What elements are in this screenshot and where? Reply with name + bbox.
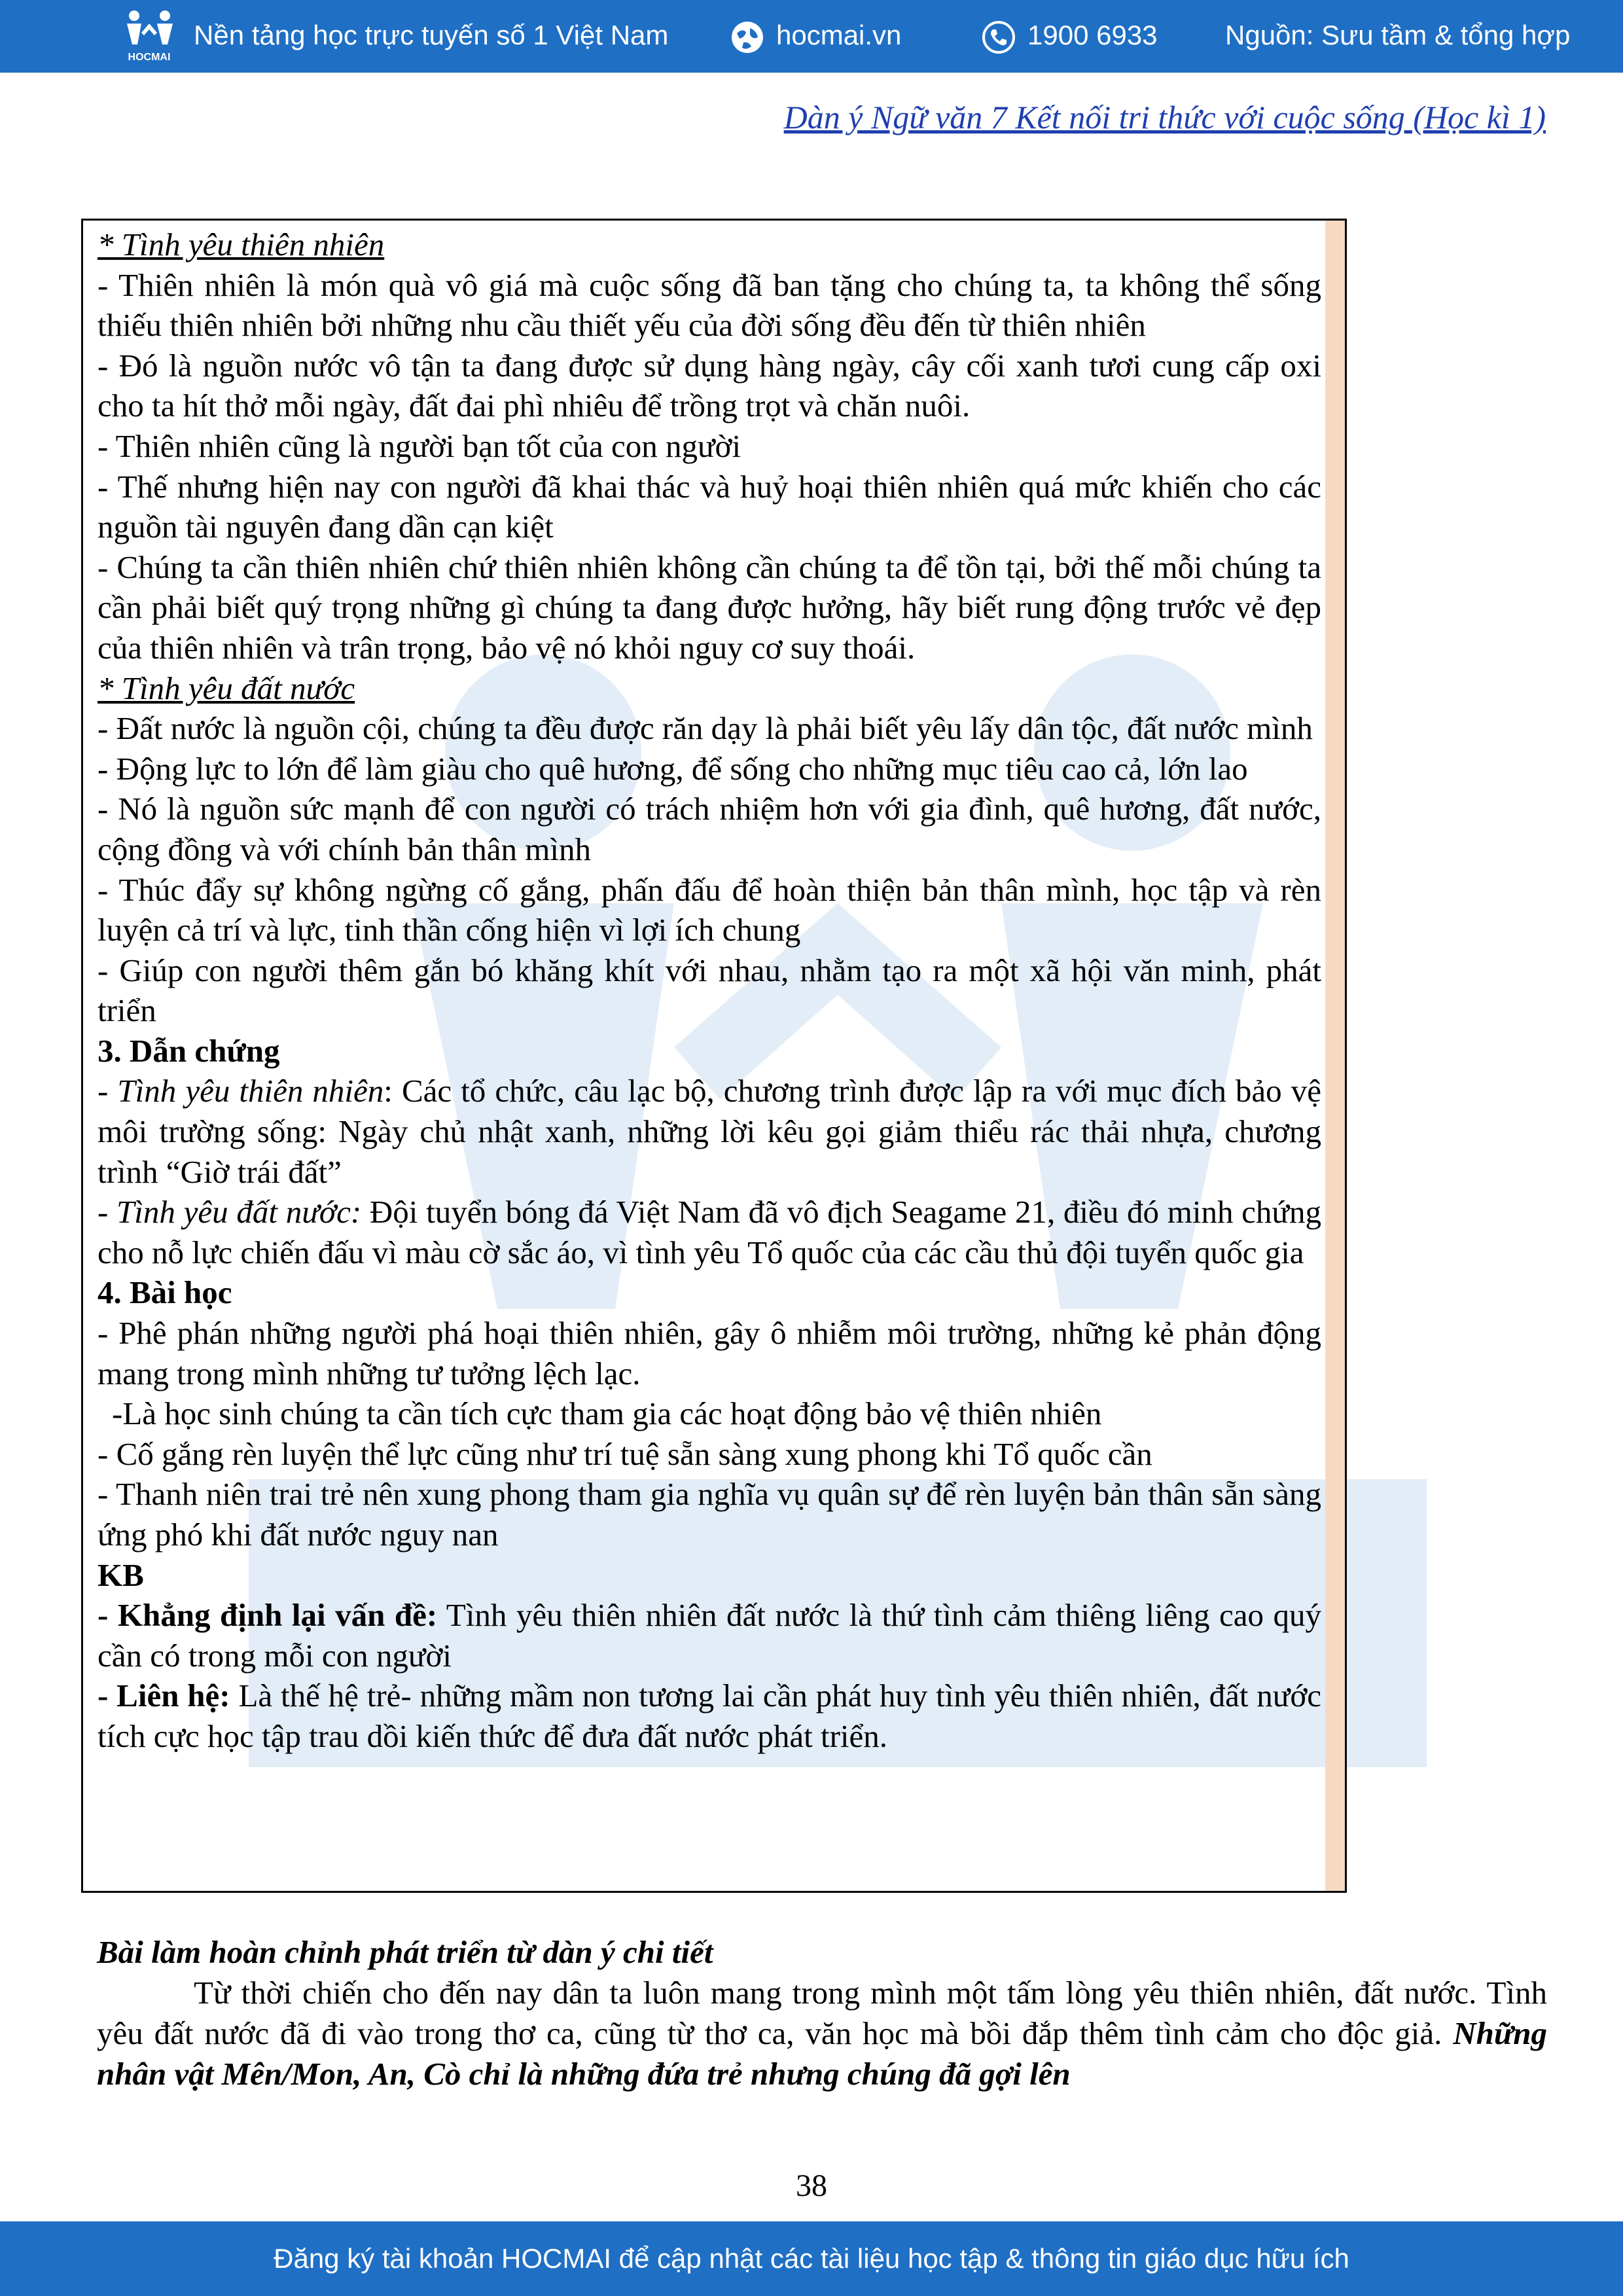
header-bar [0,0,1623,73]
essay-section [97,1932,1547,2094]
website-text: hocmai.vn [776,20,902,50]
header-website[interactable] [730,16,901,55]
nature-line: - Thiên nhiên cũng là người bạn tốt của con người [98,427,741,464]
evidence-2: - Tình yêu đất nước: Đội tuyển bóng đá Việt Nam đã vô địch Seagame 21, điều đó minh chứng cho nỗ lực chiến đấu vì màu cờ sắc áo, vì tình yêu Tổ quốc của các cầu thủ đội tuyển quốc gia [98,1194,1321,1270]
logo-text: HOCMAI [128,52,171,63]
source-text: Nguồn: Sưu tầm & tổng hợp [1225,20,1571,50]
affirm-text: Tình yêu thiên nhiên đất nước là thứ tình cảm thiêng liêng cao quý cần có trong mỗi con người [98,1597,1321,1674]
lesson-line: - Thanh niên trai trẻ nên xung phong tham gia nghĩa vụ quân sự để rèn luyện bản thân sẵn sàng ứng phó khi đất nước nguy nan [98,1476,1321,1552]
essay-title: Bài làm hoàn chỉnh phát triển từ dàn ý chi tiết [97,1934,713,1970]
header-slogan [194,16,668,55]
evidence-1-text: : Các tổ chức, câu lạc bộ, chương trình được lập ra với mục đích bảo vệ môi trường sống: Ngày chủ nhật xanh, những lời kêu gọi giảm thiểu rác thải nhựa, chương trình “Giờ trái đất” [98,1073,1321,1190]
outline-box [81,219,1347,1893]
country-line: - Nó là nguồn sức mạnh để con người có trách nhiệm hơn với gia đình, quê hương, đất nước, cộng đồng và với chính bản thân mình [98,791,1321,867]
footer-text: Đăng ký tài khoản HOCMAI để cập nhật các tài liệu học tập & thông tin giáo dục hữu ích [274,2243,1349,2274]
footer-bar[interactable] [0,2221,1623,2296]
essay-paragraph-text: Từ thời chiến cho đến nay dân ta luôn mang trong mình một tấm lòng yêu thiên nhiên, đất nước. Tình yêu đất nước đã đi vào trong thơ ca, cũng từ thơ ca, văn học mà bồi đắp thêm tình cảm cho độc giả. [97,1975,1547,2051]
phone-text: 1900 6933 [1027,20,1158,50]
country-line: - Thúc đẩy sự không ngừng cố gắng, phấn đấu để hoàn thiện bản thân mình, học tập và rèn luyện cả trí và lực, tinh thần cống hiện vì lợi ích chung [98,871,1321,948]
relate-label: - Liên hệ: [98,1677,230,1714]
lesson-line: - Phê phán những người phá hoại thiên nhiên, gây ô nhiễm môi trường, những kẻ phản động mang trong mình những tư tưởng lệch lạc. [98,1315,1321,1391]
hocmai-logo[interactable] [118,7,181,65]
header-source [1225,16,1570,55]
document-subtitle[interactable]: Dàn ý Ngữ văn 7 Kết nối tri thức với cuộc sống (Học kì 1) [783,99,1546,135]
evidence-1-label: Tình yêu thiên nhiên [117,1073,384,1109]
evidence-heading: 3. Dẫn chứng [98,1032,280,1069]
affirm-label: - Khẳng định lại vấn đề: [98,1597,438,1634]
header-phone[interactable] [982,16,1158,55]
outline-content [98,224,1321,1757]
country-line: - Đất nước là nguồn cội, chúng ta đều được răn dạy là phải biết yêu lấy dân tộc, đất nước mình [98,710,1313,747]
globe-icon [730,20,764,54]
relate-text: Là thế hệ trẻ- những mầm non tương lai cần phát huy tình yêu thiên nhiên, đất nước tích cực học tập trau dồi kiến thức để đưa đất nước phát triển. [98,1677,1321,1754]
nature-heading: * Tình yêu thiên nhiên [98,226,385,262]
nature-line: - Thế nhưng hiện nay con người đã khai thác và huỷ hoại thiên nhiên quá mức khiến cho các nguồn tài nguyên đang dần cạn kiệt [98,468,1321,545]
country-line: - Động lực to lớn để làm giàu cho quê hương, để sống cho những mục tiêu cao cả, lớn lao [98,750,1248,787]
hocmai-logo-icon [118,7,181,65]
kb-heading: KB [98,1556,144,1593]
phone-icon [982,20,1016,54]
country-heading: * Tình yêu đất nước [98,670,355,706]
page-number: 38 [796,2168,827,2203]
relate-line [98,1676,1321,1756]
nature-line: - Chúng ta cần thiên nhiên chứ thiên nhiên không cần chúng ta để tồn tại, bởi thế mỗi chúng ta cần phải biết quý trọng những gì chúng ta đang được hưởng, hãy biết rung động trước vẻ đẹp của thiên nhiên và trân trọng, bảo vệ nó khỏi nguy cơ suy thoái. [98,548,1321,666]
box-side-stripe [1325,221,1345,1891]
evidence-1: - Tình yêu thiên nhiên: Các tổ chức, câu lạc bộ, chương trình được lập ra với mục đích bảo vệ môi trường sống: Ngày chủ nhật xanh, những lời kêu gọi giảm thiểu rác thải nhựa, chương trình “Giờ trái đất” [98,1073,1321,1190]
essay-paragraph [97,1973,1547,2094]
evidence-2-label: Tình yêu đất nước: [116,1194,362,1230]
lesson-line: - Cố gắng rèn luyện thể lực cũng như trí tuệ sẵn sàng xung phong khi Tổ quốc cần [98,1435,1152,1472]
slogan-text: Nền tảng học trực tuyến số 1 Việt Nam [194,20,669,50]
nature-line: - Thiên nhiên là món quà vô giá mà cuộc sống đã ban tặng cho chúng ta, ta không thể sống thiếu thiên nhiên bởi những nhu cầu thiết yếu của đời sống đều đến từ thiên nhiên [98,266,1321,344]
evidence-2-text: Đội tuyển bóng đá Việt Nam đã vô địch Seagame 21, điều đó minh chứng cho nỗ lực chiến đấu vì màu cờ sắc áo, vì tình yêu Tổ quốc của các cầu thủ đội tuyển quốc gia [98,1194,1321,1270]
country-line: - Giúp con người thêm gắn bó khăng khít với nhau, nhằm tạo ra một xã hội văn minh, phát triển [98,952,1321,1029]
lesson-heading: 4. Bài học [98,1274,232,1311]
affirm-line [98,1595,1321,1676]
essay-paragraph-emphasis: Những nhân vật Mên/Mon, An, Cò chỉ là những đứa trẻ nhưng chúng đã gợi lên [97,2015,1547,2092]
lesson-line: -Là học sinh chúng ta cần tích cực tham gia các hoạt động bảo vệ thiên nhiên [112,1395,1102,1432]
nature-line: - Đó là nguồn nước vô tận ta đang được sử dụng hàng ngày, cây cối xanh tươi cung cấp oxi cho ta hít thở mỗi ngày, đất đai phì nhiêu để trồng trọt và chăn nuôi. [98,347,1321,424]
